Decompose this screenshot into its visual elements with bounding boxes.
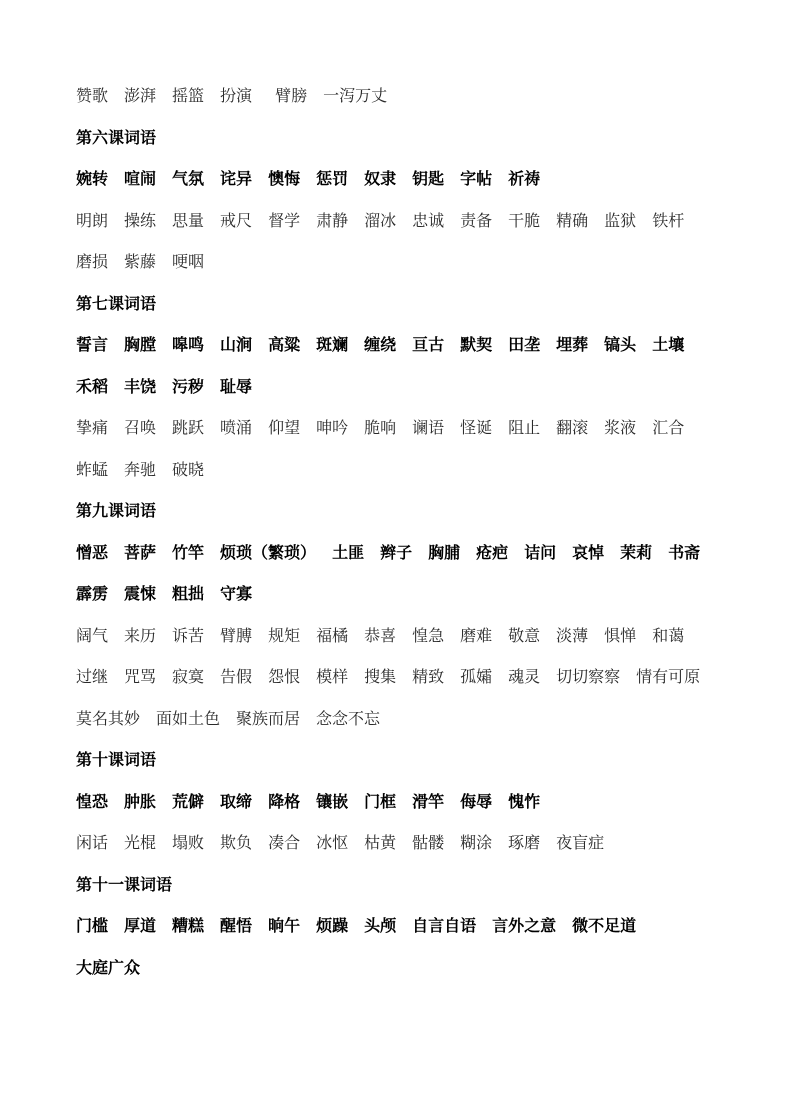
vocab-word: 呻吟 xyxy=(316,418,349,437)
vocab-word: 明朗 xyxy=(76,210,109,230)
vocab-word: 粗拙 xyxy=(172,584,205,603)
vocab-word: 咒骂 xyxy=(124,667,157,686)
vocab-word: 诉苦 xyxy=(172,625,205,645)
vocab-word: 憎恶 xyxy=(76,542,109,562)
key-words-line xyxy=(76,905,716,947)
vocab-word: 奔驰 xyxy=(124,459,157,479)
vocab-word: 破晓 xyxy=(172,459,205,479)
vocab-word: 誓言 xyxy=(76,335,109,354)
vocab-word: 莫名其妙 xyxy=(76,708,141,728)
vocab-word: 浆液 xyxy=(604,418,637,437)
vocab-word: 胸脯 xyxy=(428,542,461,562)
vocab-word: 骷髅 xyxy=(412,833,445,852)
vocab-word: 字帖 xyxy=(460,169,493,188)
vocab-word: 阻止 xyxy=(508,418,541,437)
vocab-word: 肿胀 xyxy=(124,791,157,811)
vocab-word: 田垄 xyxy=(508,335,541,354)
vocab-word: 枯黄 xyxy=(364,833,397,852)
vocab-word: 镶嵌 xyxy=(316,791,349,811)
vocab-word: 肃静 xyxy=(316,210,349,230)
vocab-word: 翻滚 xyxy=(556,418,589,437)
vocab-word: 斑斓 xyxy=(316,335,349,354)
key-words-line xyxy=(76,532,716,574)
key-words-line xyxy=(76,573,716,615)
vocab-word: 气氛 xyxy=(172,169,205,188)
words-line xyxy=(76,449,716,491)
vocab-word: 情有可原 xyxy=(636,667,701,686)
vocab-word: 敬意 xyxy=(508,625,541,645)
vocab-word: 言外之意 xyxy=(492,916,557,935)
vocab-word: 山涧 xyxy=(220,335,253,354)
vocab-word: 操练 xyxy=(124,210,157,230)
vocab-word: 书斋 xyxy=(668,542,701,562)
words-line xyxy=(76,615,716,657)
vocab-word: 头颅 xyxy=(364,916,397,935)
vocab-word: 冰怄 xyxy=(316,833,349,852)
vocab-word: 胸膛 xyxy=(124,335,157,354)
words-line xyxy=(76,698,716,740)
vocab-word: 责备 xyxy=(460,210,493,230)
key-words-line xyxy=(76,324,716,366)
key-words-line xyxy=(76,158,716,200)
vocab-word: 模样 xyxy=(316,667,349,686)
vocab-word: 钥匙 xyxy=(412,169,445,188)
vocab-word: 守寡 xyxy=(220,584,253,603)
vocab-word: 缠绕 xyxy=(364,335,397,354)
section-heading: 第十一课词语 xyxy=(76,874,173,894)
vocab-word: 荒僻 xyxy=(172,791,205,811)
vocab-word: 过继 xyxy=(76,667,109,686)
vocab-word: 怪诞 xyxy=(460,418,493,437)
vocab-word: 糊涂 xyxy=(460,833,493,852)
key-words-line xyxy=(76,781,716,823)
vocab-word: 自言自语 xyxy=(412,916,477,935)
vocab-word: 监狱 xyxy=(604,210,637,230)
vocab-word: 光棍 xyxy=(124,833,157,852)
key-words-line xyxy=(76,366,716,408)
vocab-word: 摇篮 xyxy=(172,86,205,105)
vocab-word: 挚痛 xyxy=(76,418,109,437)
vocab-word: 惶恐 xyxy=(76,791,109,811)
vocab-word: 门槛 xyxy=(76,916,109,935)
vocab-word: 聚族而居 xyxy=(236,708,301,728)
vocab-word: 和蔼 xyxy=(652,625,685,645)
vocab-word: 夜盲症 xyxy=(556,833,605,852)
vocab-word: 门框 xyxy=(364,791,397,811)
vocab-word: 来历 xyxy=(124,625,157,645)
vocab-word: 喷涌 xyxy=(220,418,253,437)
vocab-word: 铁杆 xyxy=(652,210,685,230)
vocab-word: 懊悔 xyxy=(268,169,301,188)
words-line xyxy=(76,200,716,242)
vocab-word: 哽咽 xyxy=(172,252,205,271)
words-line xyxy=(76,822,716,864)
section-heading: 第九课词语 xyxy=(76,501,157,520)
vocab-word: 戒尺 xyxy=(220,210,253,230)
vocab-word: 污秽 xyxy=(172,376,205,396)
vocab-word: 霹雳 xyxy=(76,584,109,603)
vocab-word: 一泻万丈 xyxy=(323,86,388,105)
vocab-word: 召唤 xyxy=(124,418,157,437)
vocab-word: 澎湃 xyxy=(124,86,157,105)
vocab-word: 溜冰 xyxy=(364,210,397,230)
vocab-word: 亘古 xyxy=(412,335,445,354)
vocab-word: 臂膀 xyxy=(275,86,308,105)
vocab-word: 惩罚 xyxy=(316,169,349,188)
vocab-word: 蚱蜢 xyxy=(76,459,109,479)
vocab-word: 淡薄 xyxy=(556,625,589,645)
vocab-word: 嗥鸣 xyxy=(172,335,205,354)
vocab-section xyxy=(76,739,716,864)
vocab-section xyxy=(76,283,716,491)
vocab-word: 微不足道 xyxy=(572,916,637,935)
vocab-word: 魂灵 xyxy=(508,667,541,686)
vocab-word: 默契 xyxy=(460,335,493,354)
vocab-word: 干脆 xyxy=(508,210,541,230)
vocab-section xyxy=(76,864,716,989)
vocab-word: 大庭广众 xyxy=(76,957,141,977)
vocab-word: 告假 xyxy=(220,667,253,686)
vocab-word: 震悚 xyxy=(124,584,157,603)
vocab-word: 紫藤 xyxy=(124,252,157,271)
section-heading: 第十课词语 xyxy=(76,750,157,769)
vocab-word: 哀悼 xyxy=(572,542,605,562)
vocab-word: 赞歌 xyxy=(76,86,109,105)
vocab-word: 镐头 xyxy=(604,335,637,354)
vocab-word: 孤孀 xyxy=(460,667,493,686)
section-heading: 第七课词语 xyxy=(76,293,157,313)
vocab-word: 怨恨 xyxy=(268,667,301,686)
vocab-word: 醒悟 xyxy=(220,916,253,935)
vocab-word: 福橘 xyxy=(316,625,349,645)
vocab-word: 滑竿 xyxy=(412,791,445,811)
vocab-word: 仰望 xyxy=(268,418,301,437)
vocab-word: 规矩 xyxy=(268,625,301,645)
words-line xyxy=(76,407,716,449)
vocab-word: 扮演 xyxy=(220,86,253,105)
vocab-word: 茉莉 xyxy=(620,542,653,562)
vocab-word: 婉转 xyxy=(76,169,109,188)
vocab-word: 精致 xyxy=(412,667,445,686)
vocab-word: 禾稻 xyxy=(76,376,109,396)
vocab-word: 欺负 xyxy=(220,833,253,852)
vocab-word: 忠诚 xyxy=(412,210,445,230)
vocab-word: 谰语 xyxy=(412,418,445,437)
section-heading: 第六课词语 xyxy=(76,127,157,147)
vocab-word: 祈祷 xyxy=(508,169,541,188)
vocab-word: 脆响 xyxy=(364,418,397,437)
vocab-word: 闲话 xyxy=(76,833,109,852)
vocab-word: 土壤 xyxy=(652,335,685,354)
key-words-line xyxy=(76,947,716,989)
vocab-word: 汇合 xyxy=(652,418,685,437)
vocab-section xyxy=(76,117,716,283)
vocab-word: 恭喜 xyxy=(364,625,397,645)
vocab-word: 埋葬 xyxy=(556,335,589,354)
vocab-word: 念念不忘 xyxy=(316,708,381,728)
vocab-word: 丰饶 xyxy=(124,376,157,396)
vocab-word: 磨损 xyxy=(76,252,109,271)
vocab-word: 烦琐（繁琐） xyxy=(220,542,317,562)
vocab-word: 凑合 xyxy=(268,833,301,852)
words-line xyxy=(76,75,716,117)
vocab-word: 精确 xyxy=(556,210,589,230)
vocab-word: 疮疤 xyxy=(476,542,509,562)
vocab-word: 搜集 xyxy=(364,667,397,686)
vocab-section xyxy=(76,490,716,739)
vocab-word: 菩萨 xyxy=(124,542,157,562)
vocab-word: 愧怍 xyxy=(508,791,541,811)
vocab-word: 跳跃 xyxy=(172,418,205,437)
vocab-word: 晌午 xyxy=(268,916,301,935)
vocab-word: 寂寞 xyxy=(172,667,205,686)
vocab-word: 臂膊 xyxy=(220,625,253,645)
vocab-word: 惧惮 xyxy=(604,625,637,645)
vocab-word: 烦躁 xyxy=(316,916,349,935)
vocab-word: 耻辱 xyxy=(220,376,253,396)
vocab-word: 辫子 xyxy=(380,542,413,562)
vocab-section xyxy=(76,75,716,117)
vocab-word: 竹竿 xyxy=(172,542,205,562)
vocab-word: 降格 xyxy=(268,791,301,811)
vocab-word: 高粱 xyxy=(268,335,301,354)
vocab-word: 磨难 xyxy=(460,625,493,645)
words-line xyxy=(76,656,716,698)
vocab-word: 诧异 xyxy=(220,169,253,188)
vocab-word: 阔气 xyxy=(76,625,109,645)
vocab-word: 侮辱 xyxy=(460,791,493,811)
vocab-word: 奴隶 xyxy=(364,169,397,188)
vocab-word: 厚道 xyxy=(124,916,157,935)
vocab-word: 面如土色 xyxy=(156,708,221,728)
vocab-word: 切切察察 xyxy=(556,667,621,686)
vocab-word: 琢磨 xyxy=(508,833,541,852)
vocab-word: 督学 xyxy=(268,210,301,230)
vocab-word: 诘问 xyxy=(524,542,557,562)
vocab-word: 喧闹 xyxy=(124,169,157,188)
vocab-word: 惶急 xyxy=(412,625,445,645)
vocab-word: 思量 xyxy=(172,210,205,230)
vocab-word: 塌败 xyxy=(172,833,205,852)
vocab-word: 取缔 xyxy=(220,791,253,811)
vocab-word: 糟糕 xyxy=(172,916,205,935)
words-line xyxy=(76,241,716,283)
vocab-word: 土匪 xyxy=(332,542,365,562)
